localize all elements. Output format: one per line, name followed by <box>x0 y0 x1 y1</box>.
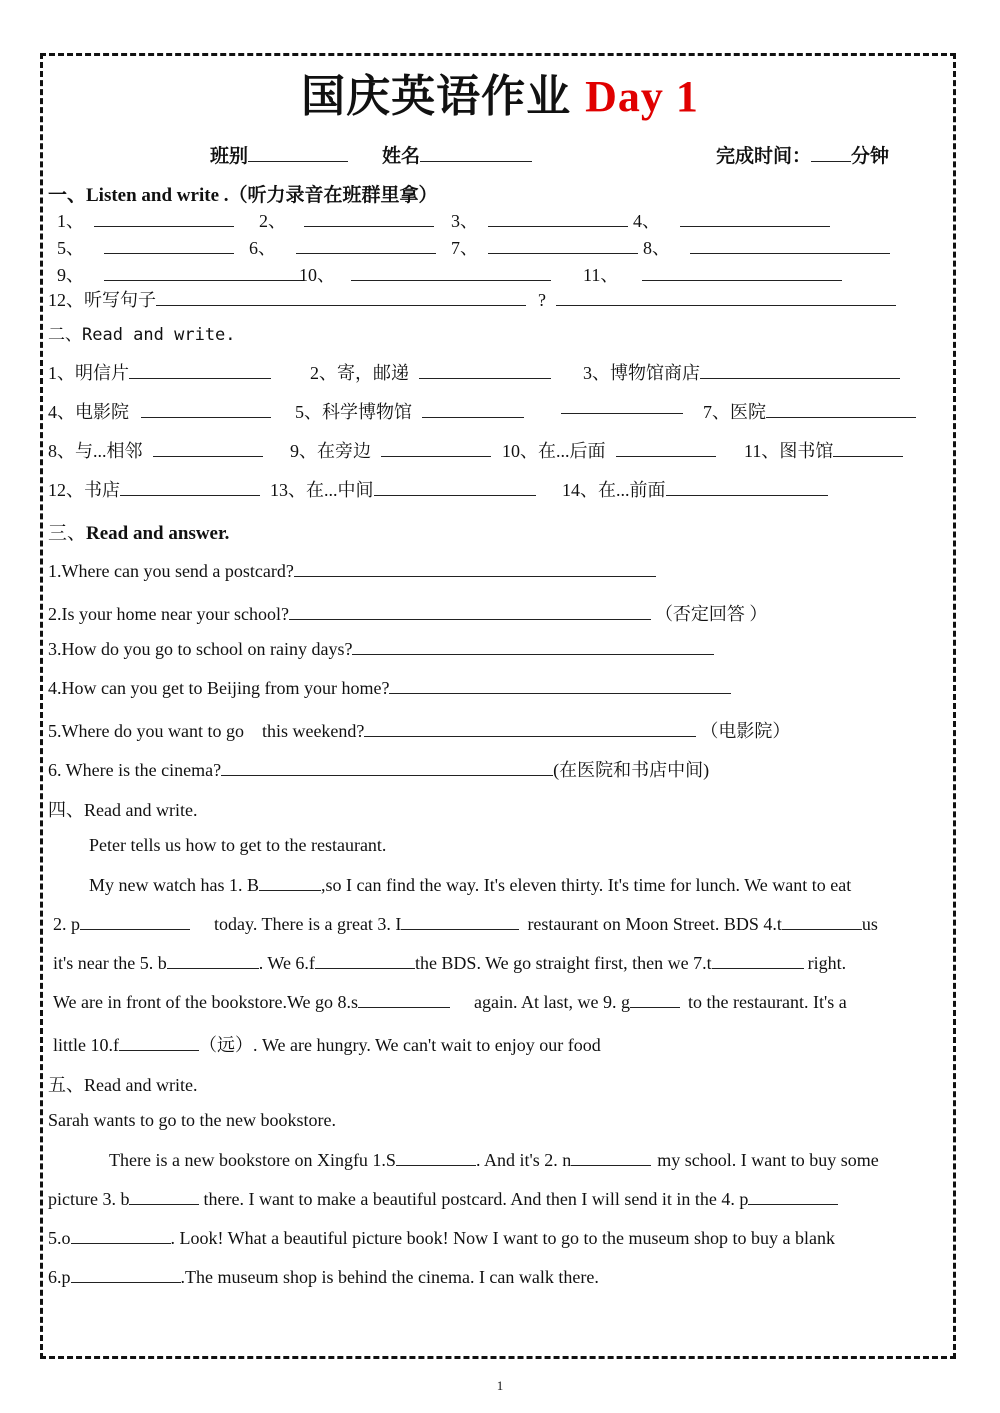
passage4-line-2[interactable] <box>53 914 878 935</box>
class-blank[interactable] <box>248 160 348 162</box>
text-segment: .The museum shop is behind the cinema. I can walk there. <box>180 1267 599 1287</box>
answer-blank[interactable] <box>315 967 415 969</box>
section3-heading <box>48 518 229 545</box>
vocab-item-14[interactable] <box>562 476 828 502</box>
answer-blank[interactable] <box>488 252 638 254</box>
name-blank[interactable] <box>420 160 532 162</box>
answer-blank[interactable] <box>129 377 271 379</box>
answer-blank[interactable] <box>153 455 263 457</box>
vocab-item-7[interactable] <box>703 398 916 424</box>
listen-item-1[interactable] <box>57 207 234 233</box>
section4-heading: 四、Read and write. <box>48 800 198 820</box>
answer-blank[interactable] <box>294 575 656 577</box>
section4-intro: Peter tells us how to get to the restaurant. <box>89 835 387 855</box>
listen-item-8[interactable] <box>643 234 890 260</box>
text-segment: 2.Is your home near your school? <box>48 604 289 624</box>
text-segment: 10、 <box>299 265 335 285</box>
text-segment: 4.How can you get to Beijing from your home? <box>48 678 390 698</box>
answer-blank[interactable] <box>352 653 714 655</box>
answer-blank[interactable] <box>389 692 731 694</box>
text-segment: little 10.f <box>53 1035 119 1055</box>
passage4-line-3[interactable] <box>53 953 846 974</box>
answer-blank[interactable] <box>304 225 434 227</box>
question-3[interactable] <box>48 639 714 660</box>
text-segment: （远）. We are hungry. We can't wait to enjoy our food <box>199 1035 601 1055</box>
vocab-item-1[interactable] <box>48 359 271 385</box>
text-segment: 7、 <box>451 238 478 258</box>
listen-item-2[interactable] <box>259 207 434 233</box>
answer-blank[interactable] <box>374 494 536 496</box>
listen-item-6[interactable] <box>249 234 436 260</box>
section2-heading: 二、Read and write. <box>48 325 236 345</box>
text-segment: (在医院和书店中间) <box>553 760 710 780</box>
listen-item-4[interactable] <box>633 207 830 233</box>
text-segment: the BDS. We go straight first, then we 7.t <box>414 953 712 973</box>
time-label: 完成时间： <box>716 145 812 167</box>
answer-blank[interactable] <box>129 1203 199 1205</box>
text-segment: 3.How do you go to school on rainy days? <box>48 639 353 659</box>
passage5-line-4[interactable] <box>48 1267 599 1288</box>
text-segment: it's near the 5. b <box>53 953 167 973</box>
text-segment: restaurant on Moon Street. BDS 4.t <box>527 914 782 934</box>
text-segment: there. I want to make a beautiful postcard. And then I will send it in the 4. p <box>203 1189 749 1209</box>
text-segment: 6.p <box>48 1267 71 1287</box>
text-segment: my school. I want to buy some <box>657 1150 879 1170</box>
text-segment: 5.o <box>48 1228 71 1248</box>
text-segment: . And it's 2. n <box>475 1150 572 1170</box>
answer-blank[interactable] <box>351 279 551 281</box>
name-label: 姓名 <box>382 145 421 167</box>
answer-blank[interactable] <box>616 455 716 457</box>
class-label: 班别 <box>210 145 249 167</box>
text-segment: . Look! What a beautiful picture book! Now I want to go to the museum shop to buy a blank <box>170 1228 836 1248</box>
answer-blank[interactable] <box>120 494 260 496</box>
text-segment: again. At last, we 9. g <box>474 992 630 1012</box>
question-5[interactable] <box>48 717 790 743</box>
answer-blank[interactable] <box>561 412 683 414</box>
text-segment: （否定回答 ） <box>654 604 768 624</box>
text-segment: 1、明信片 <box>48 363 129 383</box>
text-segment: 4、电影院 <box>48 402 129 422</box>
answer-blank[interactable] <box>71 1242 171 1244</box>
passage5-line-2[interactable] <box>48 1189 838 1210</box>
text-segment: （电影院） <box>700 721 791 741</box>
question-2[interactable] <box>48 600 767 626</box>
text-segment: us <box>861 914 878 934</box>
question-1[interactable] <box>48 561 656 582</box>
listen-item-10[interactable] <box>299 261 551 287</box>
answer-blank[interactable] <box>700 377 900 379</box>
text-segment: 12、听写句子 <box>48 290 156 310</box>
name-field[interactable] <box>382 141 532 168</box>
listen-item-9[interactable] <box>57 261 304 287</box>
vocab-item-4[interactable] <box>48 398 271 424</box>
answer-blank[interactable] <box>712 967 804 969</box>
text-segment: ,so I can find the way. It's eleven thirty. It's time for lunch. We want to eat <box>320 875 852 895</box>
text-segment: 8、与...相邻 <box>48 441 143 461</box>
text-segment: 2. p <box>53 914 80 934</box>
section5-heading: 五、Read and write. <box>48 1075 198 1095</box>
passage4-line-4[interactable] <box>53 992 847 1013</box>
text-segment: 14、在...前面 <box>562 480 666 500</box>
time-blank[interactable] <box>811 160 851 162</box>
text-segment: picture 3. b <box>48 1189 130 1209</box>
text-segment: . We 6.f <box>258 953 315 973</box>
answer-blank[interactable] <box>289 618 651 620</box>
answer-blank[interactable] <box>119 1049 199 1051</box>
answer-blank[interactable] <box>104 279 304 281</box>
text-segment: 5、科学博物馆 <box>295 402 412 422</box>
answer-blank[interactable] <box>104 252 234 254</box>
answer-blank[interactable] <box>680 225 830 227</box>
text-segment: 10、在...后面 <box>502 441 606 461</box>
text-segment: 5.Where do you want to go this weekend? <box>48 721 365 741</box>
vocab-item-9[interactable] <box>290 437 491 463</box>
answer-blank[interactable] <box>80 928 190 930</box>
answer-blank[interactable] <box>642 279 842 281</box>
text-segment: 6、 <box>249 238 276 258</box>
text-segment: 5、 <box>57 238 84 258</box>
answer-blank[interactable] <box>630 1006 680 1008</box>
vocab-item-11[interactable] <box>744 437 903 463</box>
text-segment: today. There is a great 3. I <box>214 914 402 934</box>
answer-blank[interactable] <box>666 494 828 496</box>
page-title <box>0 60 1000 124</box>
text-segment: 11、 <box>583 265 619 285</box>
text-segment: to the restaurant. It's a <box>688 992 847 1012</box>
vocab-item-12[interactable] <box>48 476 260 502</box>
title-main: 国庆英语作业 <box>301 71 572 122</box>
text-segment: 三、 <box>48 523 87 544</box>
text-segment: right. <box>807 953 847 973</box>
vocab-item-13[interactable] <box>270 476 536 502</box>
answer-blank[interactable] <box>782 928 862 930</box>
question-4[interactable] <box>48 678 731 699</box>
listen-item-5[interactable] <box>57 234 234 260</box>
answer-blank[interactable] <box>556 304 896 306</box>
vocab-item-6-blank[interactable] <box>561 398 683 419</box>
answer-blank[interactable] <box>94 225 234 227</box>
time-unit: 分钟 <box>851 145 890 167</box>
answer-blank[interactable] <box>71 1281 181 1283</box>
text-segment: 9、 <box>57 265 84 285</box>
text-segment: 11、图书馆 <box>744 441 834 461</box>
vocab-item-5[interactable] <box>295 398 524 424</box>
text-segment: We are in front of the bookstore.We go 8.s <box>53 992 359 1012</box>
passage4-line-5[interactable] <box>53 1031 601 1057</box>
answer-blank[interactable] <box>259 889 321 891</box>
answer-blank[interactable] <box>396 1164 476 1166</box>
text-segment: 2、 <box>259 211 286 231</box>
answer-blank[interactable] <box>381 455 491 457</box>
text-segment: There is a new bookstore on Xingfu 1.S <box>109 1150 396 1170</box>
question-6[interactable] <box>48 756 709 782</box>
listen-item-11[interactable] <box>583 261 842 287</box>
answer-blank[interactable] <box>766 416 916 418</box>
text-segment: 6. Where is the cinema? <box>48 760 222 780</box>
answer-blank[interactable] <box>488 225 628 227</box>
text-segment: 1.Where can you send a postcard? <box>48 561 294 581</box>
answer-blank[interactable] <box>167 967 259 969</box>
page-number: 1 <box>496 1378 504 1393</box>
text-segment: 7、医院 <box>703 402 766 422</box>
answer-blank[interactable] <box>833 455 903 457</box>
section5-intro: Sarah wants to go to the new bookstore. <box>48 1110 336 1130</box>
title-day: Day 1 <box>585 72 699 121</box>
answer-blank[interactable] <box>419 377 551 379</box>
passage5-line-1[interactable] <box>109 1150 879 1171</box>
answer-blank[interactable] <box>221 774 553 776</box>
answer-blank[interactable] <box>156 304 526 306</box>
text-segment: 3、博物馆商店 <box>583 363 700 383</box>
answer-blank[interactable] <box>690 252 890 254</box>
time-field[interactable] <box>716 141 889 168</box>
answer-blank[interactable] <box>401 928 519 930</box>
text-segment: 1、 <box>57 211 84 231</box>
text-segment: ? <box>538 290 546 310</box>
text-segment: 8、 <box>643 238 670 258</box>
text-segment: 2、寄，邮递 <box>310 363 409 383</box>
passage5-line-3[interactable] <box>48 1228 835 1249</box>
listen-item-3[interactable] <box>451 207 628 233</box>
answer-blank[interactable] <box>141 416 271 418</box>
vocab-item-2[interactable] <box>310 359 551 385</box>
section1-heading: 一、Listen and write .（听力录音在班群里拿） <box>48 185 438 206</box>
text-segment: 3、 <box>451 211 478 231</box>
text-segment: 9、在旁边 <box>290 441 371 461</box>
answer-blank[interactable] <box>571 1164 651 1166</box>
answer-blank[interactable] <box>296 252 436 254</box>
text-segment: 13、在...中间 <box>270 480 374 500</box>
vocab-item-3[interactable] <box>583 359 900 385</box>
text-segment: Read and answer. <box>86 523 230 544</box>
answer-blank[interactable] <box>748 1203 838 1205</box>
passage4-line-1[interactable] <box>89 875 851 896</box>
answer-blank[interactable] <box>422 416 524 418</box>
listen-item-12[interactable] <box>48 286 896 312</box>
class-field[interactable] <box>210 141 348 168</box>
text-segment: 4、 <box>633 211 660 231</box>
text-segment: My new watch has 1. B <box>89 875 259 895</box>
vocab-item-8[interactable] <box>48 437 263 463</box>
text-segment: 12、书店 <box>48 480 120 500</box>
vocab-item-10[interactable] <box>502 437 716 463</box>
answer-blank[interactable] <box>364 735 696 737</box>
listen-item-7[interactable] <box>451 234 638 260</box>
answer-blank[interactable] <box>358 1006 450 1008</box>
